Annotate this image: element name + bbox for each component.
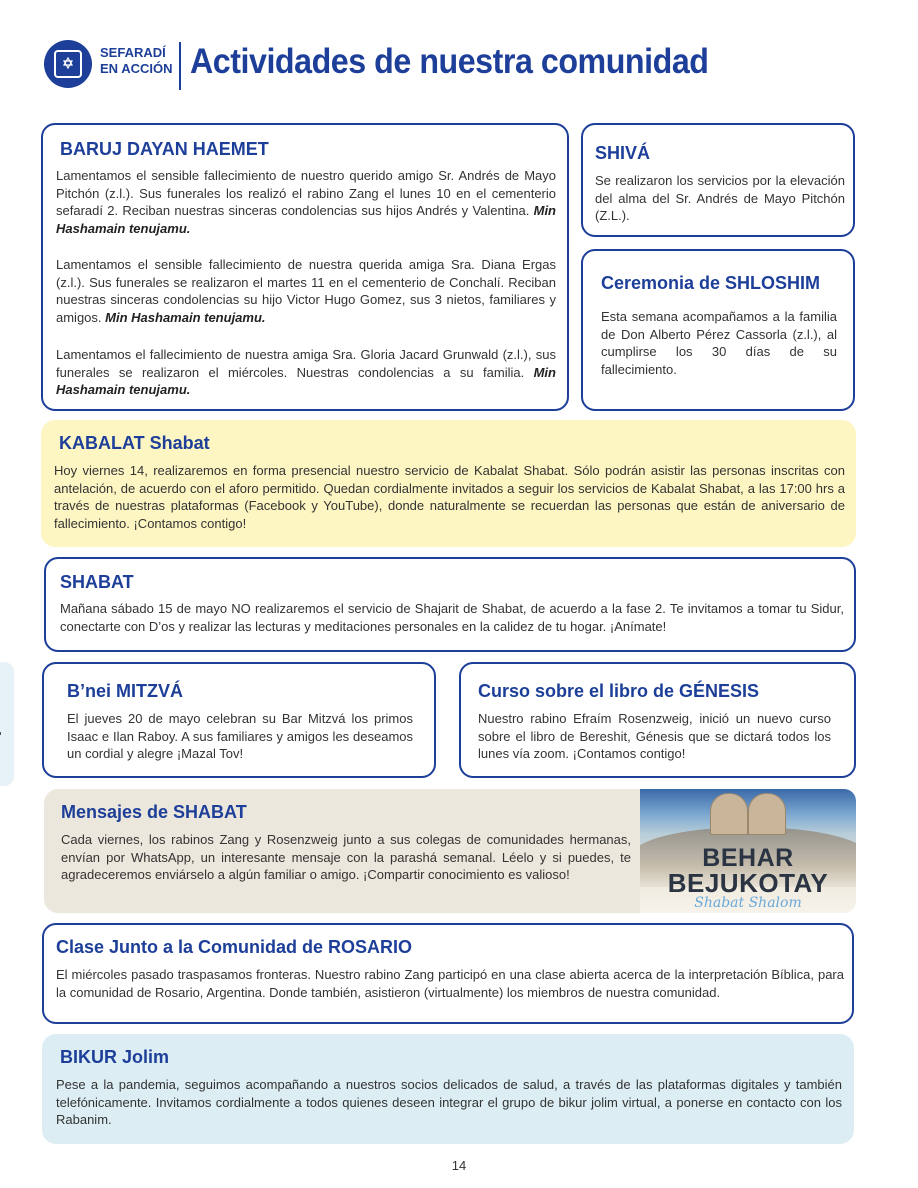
bikur-jolim-box — [42, 1034, 854, 1144]
bnei-title: B’nei MITZVÁ — [67, 681, 183, 701]
logo — [44, 40, 92, 88]
shiva-title: SHIVÁ — [595, 143, 651, 163]
baruj-p3-text: Lamentamos el fallecimiento de nuestra amiga Sra. Gloria Jacard Grunwald (z.l.), sus funerales se realizaron el miércoles. Nuestras condolencias a su familia. — [56, 347, 556, 380]
behar-bejukotay-image — [640, 789, 856, 913]
mensajes-text: Cada viernes, los rabinos Zang y Rosenzweig junto a sus colegas de comunidades hermanas, envían por WhatsApp, un interesante mensaje con la parashá semanal. Léelo y si puedes, te agradeceremos enviárselo a algún familiar o amigo. ¡Compartir conocimiento es valioso! — [61, 832, 631, 882]
mensajes-title: Mensajes de SHABAT — [61, 802, 247, 822]
baruj-dayan-haemet-box — [41, 123, 569, 411]
baruj-p1-text: Lamentamos el sensible fallecimiento de nuestro querido amigo Sr. Andrés de Mayo Pitchón (z.l.). Sus funerales los realizó el rabino Zang el lunes 10 en el cementerio sefaradí 2. Reciban nuestras sinceras condolencias sus hijos Andrés y Valentina. — [56, 168, 556, 218]
baruj-paragraph-1 — [56, 167, 556, 237]
curso-title: Curso sobre el libro de GÉNESIS — [478, 681, 760, 701]
curso-text: Nuestro rabino Efraím Rosenzweig, inició un nuevo curso sobre el libro de Bereshit, Génesis que se dictará todos los lunes vía zoom. ¡Contamos contigo! — [478, 711, 831, 761]
shabat-box — [44, 557, 856, 652]
side-tab-decoration — [0, 662, 14, 786]
shabat-title: SHABAT — [60, 572, 134, 592]
tablets-right-icon — [748, 793, 786, 835]
brand-line-1: SEFARADÍ — [100, 45, 166, 60]
shloshim-title: Ceremonia de SHLOSHIM — [601, 273, 821, 293]
bikur-text: Pese a la pandemia, seguimos acompañando a nuestros socios delicados de salud, a través de las plataformas digitales y también telefónicamente. Invitamos cordialmente a todos quienes deseen integrar el grupo de bikur jolim virtual, a ponerse en contacto con los Rabanim. — [56, 1077, 842, 1127]
curso-genesis-box — [459, 662, 856, 778]
bikur-title: BIKUR Jolim — [60, 1047, 170, 1067]
header-divider — [179, 42, 181, 90]
baruj-p2-text: Lamentamos el sensible fallecimiento de nuestra querida amiga Sra. Diana Ergas (z.l.). Sus funerales se realizaron el martes 11 en el cementerio de Conchalí. Reciban nuestras sinceras condolencias su hijo Victor Hugo Gomez, sus 3 nietos, familiares y amigos. — [56, 257, 556, 325]
baruj-paragraph-3 — [56, 346, 556, 399]
page-title: Actividades de nuestra comunidad — [190, 42, 709, 81]
brand-label — [100, 45, 172, 77]
shloshim-box — [581, 249, 855, 411]
tablets-left-icon — [710, 793, 748, 835]
brand-line-2: EN ACCIÓN — [100, 61, 173, 76]
kabalat-shabat-box — [41, 420, 856, 547]
clase-rosario-box — [42, 923, 854, 1024]
star-of-david-book-icon — [57, 53, 79, 75]
image-title-line-1: BEHAR — [702, 844, 794, 872]
shabat-text: Mañana sábado 15 de mayo NO realizaremos el servicio de Shajarit de Shabat, de acuerdo a la fase 2. Te invitamos a tomar tu Sidur, conectarte con D’os y realizar las lecturas y meditaciones personales en la calidez de tu hogar. ¡Anímate! — [60, 601, 844, 634]
page-header — [44, 40, 884, 92]
kabalat-title: KABALAT Shabat — [59, 433, 210, 453]
bnei-text: El jueves 20 de mayo celebran su Bar Mitzvá los primos Isaac e Ilan Raboy. A sus familiares y amigos les deseamos un cordial y alegre ¡Mazal Tov! — [67, 711, 413, 761]
shloshim-text: Esta semana acompañamos a la familia de Don Alberto Pérez Cassorla (z.l.), al cumplirse los 30 días de su fallecimiento. — [601, 309, 837, 377]
shiva-box — [581, 123, 855, 237]
baruj-p3-emphasis: Min Hashamain tenujamu. — [56, 364, 556, 397]
baruj-paragraph-2 — [56, 256, 556, 326]
kabalat-text: Hoy viernes 14, realizaremos en forma presencial nuestro servicio de Kabalat Shabat. Sólo podrán asistir las personas inscritas con antelación, de acuerdo con el aforo permitido. Quedan cordialmente invitados a seguir los servicios de Kabalat Shabat, a las 17:00 hrs a través de nuestras plataformas (Facebook y YouTube), donde naturalmente se recuerdan las personas que están de aniversario de fallecimiento. ¡Contamos contigo! — [54, 463, 845, 531]
page-number: 14 — [451, 1158, 467, 1173]
image-title-line-2: BEJUKOTAY — [667, 868, 829, 898]
baruj-p1-emphasis: Min Hashamain tenujamu. — [56, 203, 556, 236]
baruj-title: BARUJ DAYAN HAEMET — [60, 139, 269, 159]
image-subtitle: Shabat Shalom — [694, 895, 802, 911]
bnei-mitzva-box — [42, 662, 436, 778]
clase-text: El miércoles pasado traspasamos fronteras. Nuestro rabino Zang participó en una clase abierta acerca de la interpretación Bíblica, para la comunidad de Rosario, Argentina. Donde también, asistieron (virtualmente) los miembros de nuestra comunidad. — [56, 967, 844, 1000]
clase-title: Clase Junto a la Comunidad de ROSARIO — [56, 937, 413, 957]
baruj-p2-emphasis: Min Hashamain tenujamu. — [105, 309, 266, 325]
shiva-text: Se realizaron los servicios por la elevación del alma del Sr. Andrés de Mayo Pitchón (Z.L.). — [595, 173, 845, 223]
